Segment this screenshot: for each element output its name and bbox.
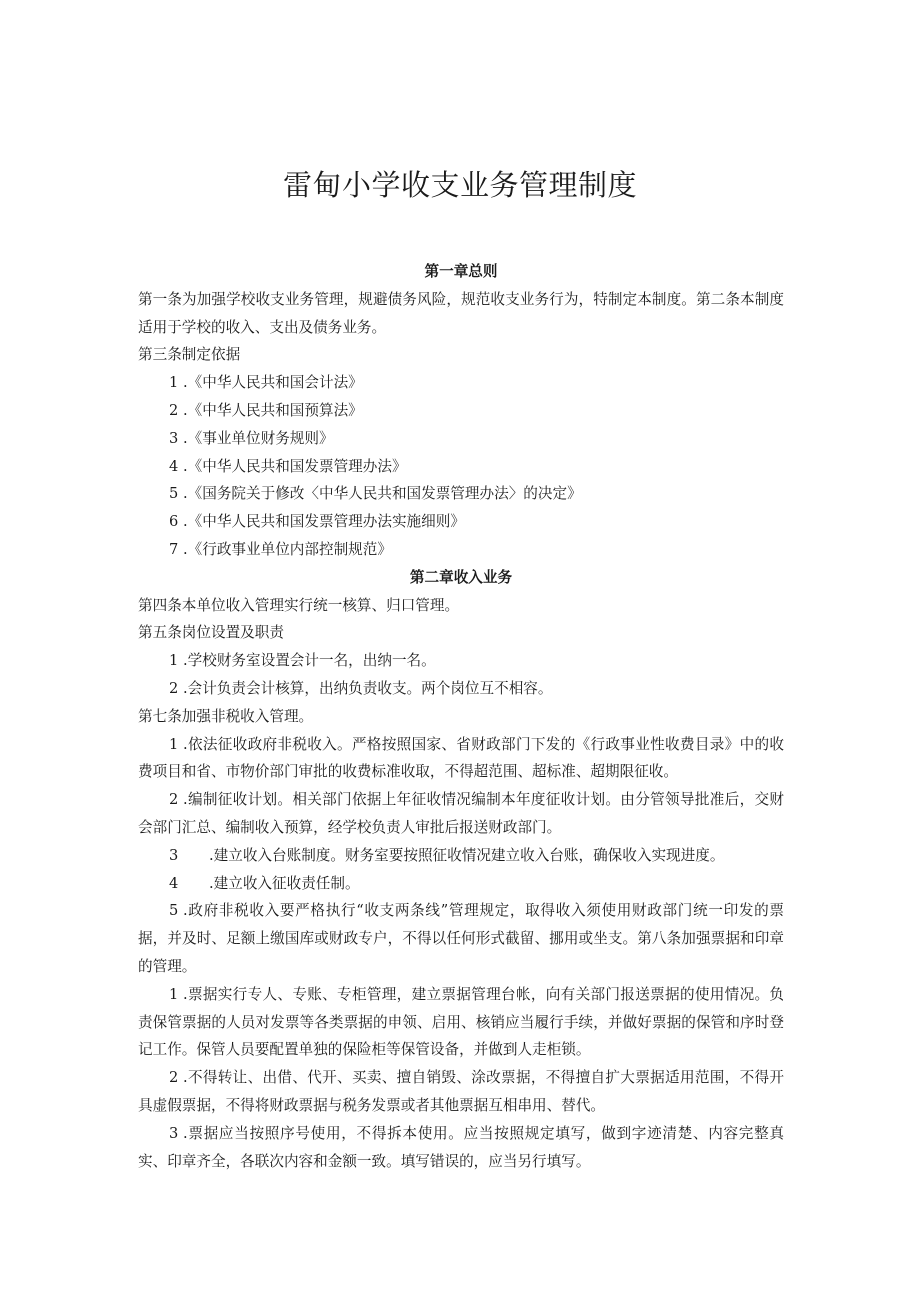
item-text: .政府非税收入要严格执行“收支两条线”管理规定，取得收入须使用财政部门统一印发的票据，并及时、足额上缴国库或财政专户，不得以任何形式截留、挪用或坐支。第八条加强票据和印章的管理。: [138, 902, 784, 975]
item-text: .编制征收计划。相关部门依据上年征收情况编制本年度征收计划。由分管领导批准后，交财会部门汇总、编制收入预算，经学校负责人审批后报送财政部门。: [138, 791, 784, 836]
chapter-1-heading: 第一章总则: [424, 263, 498, 280]
list-item: [138, 508, 784, 536]
item-number: 1: [169, 374, 179, 392]
document-body: [138, 258, 784, 1175]
item-text: .依法征收政府非税收入。严格按照国家、省财政部门下发的《行政事业性收费目录》中的收费项目和省、市物价部门审批的收费标准收取，不得超范围、超标准、超期限征收。: [138, 735, 784, 781]
item-number: 5: [169, 485, 179, 503]
item-number: 7: [169, 540, 179, 558]
item-text: .《国务院关于修改〈中华人民共和国发票管理办法〉的决定》: [183, 485, 582, 503]
article-7: 第七条加强非税收入管理。: [138, 707, 314, 725]
item-number: 5: [169, 902, 179, 920]
item-number: 3: [169, 1124, 179, 1142]
item-number: 2: [169, 679, 179, 697]
list-item: [138, 647, 784, 675]
item-text: .建立收入征收责任制。: [209, 874, 360, 892]
article-1-2: 第一条为加强学校收支业务管理，规避债务风险，规范收支业务行为，特制定本制度。第二条本制度适用于学校的收入、支出及债务业务。: [138, 290, 784, 336]
item-text: .《中华人民共和国发票管理办法实施细则》: [183, 513, 465, 531]
article-4: 第四条本单位收入管理实行统一核算、归口管理。: [138, 596, 460, 614]
item-number: 1: [169, 735, 179, 753]
article-3: 第三条制定依据: [138, 346, 241, 364]
item-text: .票据应当按照序号使用，不得拆本使用。应当按照规定填写，做到字迹清楚、内容完整真实、印章齐全，各联次内容和金额一致。填写错误的，应当另行填写。: [138, 1124, 784, 1170]
list-item: [138, 1064, 784, 1120]
item-number: 2: [169, 1069, 179, 1087]
list-item: [138, 731, 784, 787]
item-text: .不得转让、出借、代开、买卖、擅自销毁、涂改票据，不得擅自扩大票据适用范围，不得开具虚假票据，不得将财政票据与税务发票或者其他票据互相串用、替代。: [138, 1069, 784, 1114]
list-item: [138, 786, 784, 842]
item-number: 2: [169, 401, 179, 419]
item-text: .《中华人民共和国会计法》: [183, 374, 363, 392]
list-item: [138, 425, 784, 453]
list-item: [138, 480, 784, 508]
item-number: 2: [169, 791, 179, 809]
list-item: [138, 397, 784, 425]
list-item: [138, 842, 784, 870]
list-item: [138, 1120, 784, 1176]
document-title: 雷甸小学收支业务管理制度: [282, 168, 637, 202]
item-text: .学校财务室设置会计一名，出纳一名。: [183, 652, 436, 670]
list-item: [138, 369, 784, 397]
item-text: .会计负责会计核算，出纳负责收支。两个岗位互不相容。: [183, 679, 553, 697]
item-number: 4: [169, 874, 179, 892]
list-item: [138, 536, 784, 564]
item-text: .《中华人民共和国发票管理办法》: [183, 457, 407, 475]
list-item: [138, 897, 784, 980]
item-number: 3: [169, 846, 179, 864]
list-item: [138, 870, 784, 898]
item-text: .票据实行专人、专账、专柜管理，建立票据管理台帐，向有关部门报送票据的使用情况。负责保管票据的人员对发票等各类票据的申领、启用、核销应当履行手续，并做好票据的保管和序时登记工作。保管人员要配置单独的保险柜等保管设备，并做到人走柜锁。: [138, 985, 784, 1059]
item-text: .《行政事业单位内部控制规范》: [183, 540, 392, 558]
item-text: .建立收入台账制度。财务室要按照征收情况建立收入台账，确保收入实现进度。: [209, 846, 725, 864]
article-5: 第五条岗位设置及职责: [138, 624, 284, 642]
item-number: 1: [169, 652, 179, 670]
item-number: 4: [169, 457, 179, 475]
chapter-2-heading: 第二章收入业务: [409, 568, 513, 586]
item-text: .《事业单位财务规则》: [183, 429, 334, 447]
item-number: 1: [169, 985, 179, 1003]
item-number: 6: [169, 513, 179, 531]
item-number: 3: [169, 429, 179, 447]
list-item: [138, 675, 784, 703]
list-item: [138, 453, 784, 481]
item-text: .《中华人民共和国预算法》: [183, 401, 363, 419]
list-item: [138, 981, 784, 1064]
